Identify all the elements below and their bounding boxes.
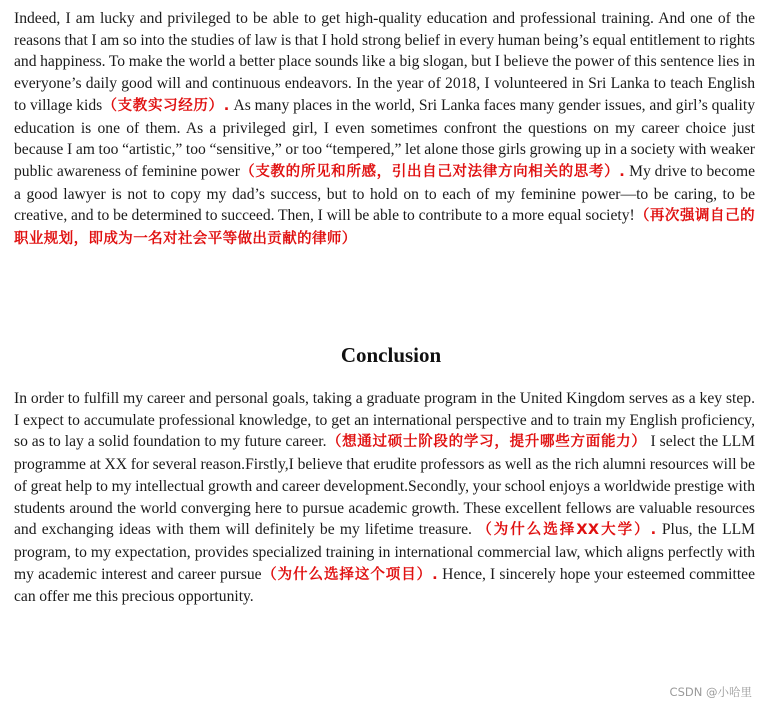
- csdn-watermark: CSDN @小哈里: [669, 685, 752, 699]
- red-annotation-skills-goal: （想通过硕士阶段的学习，提升哪些方面能力）: [326, 434, 647, 451]
- paragraph-text: My drive to become a good lawyer is not to copy my dad’s success, but to hold on to each of my feminine power—to be caring, to be creative, and to be determined to succeed. Then, I will be able to contribute to a more equal society!: [14, 162, 755, 225]
- paragraph-text: Plus, the LLM program, to my expectation, provides specialized training in international commercial law, which aligns perfectly with my academic interest and career pursue: [14, 521, 755, 583]
- paragraph-text: In order to fulfill my career and personal goals, taking a graduate program in the United Kingdom serves as a key step. I expect to accumulate professional knowledge, to get an international perspective and to train my English proficiency, so as to lay a solid foundation to my future career.: [14, 390, 755, 451]
- red-annotation-volunteer-experience: （支教实习经历）.: [102, 97, 230, 114]
- paragraph-text: As many places in the world, Sri Lanka faces many gender issues, and girl’s quality education is one of them. As a privileged girl, I even sometimes confront the questions on my career choice just because I am too “artistic,” too “sensitive,” or too “tempered,” let alone those girls growing up in a society with weaker public awareness of feminine power: [14, 96, 755, 180]
- paragraph-text: Hence, I sincerely hope your esteemed committee can offer me this precious opportunity.: [14, 565, 755, 606]
- body-paragraph-conclusion: [14, 388, 755, 608]
- red-annotation-why-university: （为什么选择XX大学）.: [477, 522, 657, 539]
- red-annotation-why-program: （为什么选择这个项目）.: [261, 566, 439, 583]
- paragraph-text: Indeed, I am lucky and privileged to be able to get high-quality education and professional training. And one of the reasons that I am so into the studies of law is that I hold strong belief in every human being’s equal entitlement to rights and happiness. To make the world a better place sounds like a big slogan, but I believe the power of this sentence lies in everyone’s daily good will and continuous endeavors. In the year of 2018, I volunteered in Sri Lanka to teach English to village kids: [14, 10, 755, 114]
- paragraph-text: I select the LLM programme at XX for several reason.Firstly,I believe that erudite professors as well as the rich alumni resources will be of great help to my intellectual growth and career development.Secondly, your school enjoys a worldwide prestige with students around the world converging here to pursue academic growth. These excellent fellows are valuable resources and exchanging ideas with them will definitely be my lifetime treasure.: [14, 433, 755, 539]
- body-paragraph-motivation: [14, 8, 755, 251]
- red-annotation-reflection: （支教的所见和所感，引出自己对法律方向相关的思考）.: [239, 163, 626, 180]
- red-annotation-career-plan: （再次强调自己的职业规划，即成为一名对社会平等做出贡献的律师）: [14, 208, 756, 248]
- section-heading-conclusion: Conclusion: [340, 343, 442, 367]
